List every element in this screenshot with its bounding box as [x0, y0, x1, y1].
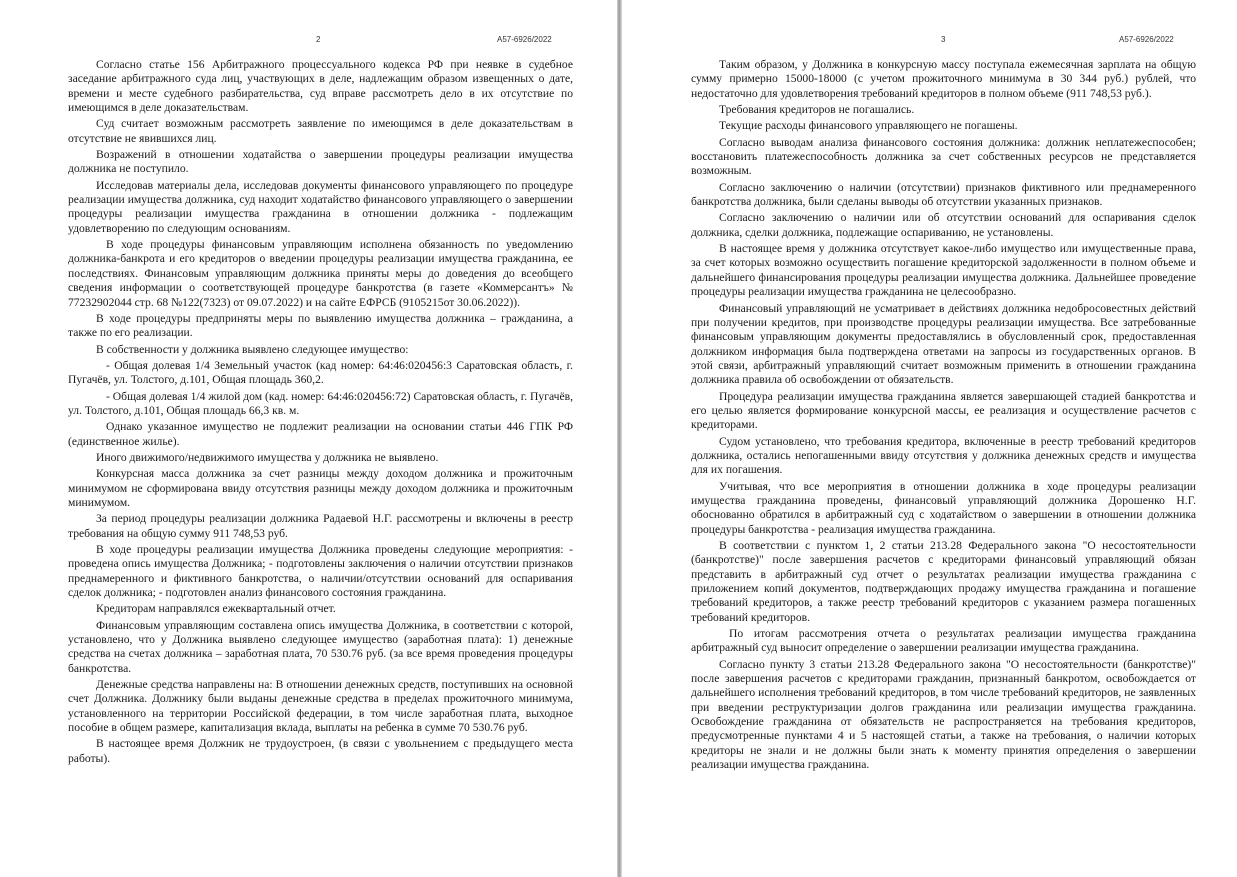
paragraph: По итогам рассмотрения отчета о результатах реализации имущества гражданина арбитражный суд выносит определение о завершении реализации имущества гражданина.: [691, 627, 1196, 655]
paragraph: Процедура реализации имущества гражданина является завершающей стадией банкротства и его целью является формирование конкурсной массы, ее реализация и осуществление расчетов с кредиторами.: [691, 389, 1196, 432]
case-number: А57-6926/2022: [497, 35, 552, 44]
paragraph: Суд считает возможным рассмотреть заявление по имеющимся в деле доказательствам в отсутствие не явившихся лиц.: [68, 117, 573, 145]
paragraph: Судом установлено, что требования кредитора, включенные в реестр требований кредиторов должника, остались непогашенными ввиду отсутствия у должника денежных средств и имущества для их погашения.: [691, 434, 1196, 477]
paragraph: Финансовым управляющим составлена опись имущества Должника, в соответствии с которой, установлено, что у Должника выявлено следующее имущество (заработная плата): 1) денежные средства на счетах должника – заработная плата, 70 530.76 руб. (за все время проведения процедуры банкротства.: [68, 618, 573, 675]
paragraph: Текущие расходы финансового управляющего не погашены.: [719, 119, 1018, 133]
paragraph: В ходе процедуры предприняты меры по выявлению имущества должника – гражданина, а также по его реализации.: [68, 311, 573, 340]
document-page-right: [622, 0, 1237, 877]
paragraph: - Общая долевая 1/4 Земельный участок (кад номер: 64:46:020456:3 Саратовская область, г. Пугачёв, ул. Толстого, д.101, Общая площадь 360,2.: [68, 358, 573, 387]
page-body: [691, 58, 1196, 775]
paragraph: - Общая долевая 1/4 жилой дом (кад. номер: 64:46:020456:72) Саратовская область, г. Пугачёв, ул. Толстого, д.101, Общая площадь 66,3 кв. м.: [68, 389, 573, 417]
paragraph: Учитывая, что все мероприятия в отношении должника в ходе процедуры реализации имущества гражданина проведены, финансовый управляющий должника Дорошенко Н.Г. обоснованно обратился в арбитражный суд с ходатайством о завершении в отношении должника процедуры банкротства - реализация имущества гражданина.: [691, 479, 1196, 536]
paragraph: Иного движимого/недвижимого имущества у должника не выявлено.: [96, 450, 439, 464]
paragraph: Денежные средства направлены на: В отношении денежных средств, поступивших на основной счет Должника. Должнику были выданы денежные средства в пределах прожиточного минимума, установленного на территории Российской федерации, в том числе заработная плата, выходное пособие в общем размере, капитализация вклада, выплаты на ребенка в сумме 70 530.76 руб.: [68, 678, 573, 735]
paragraph: Согласно заключению о наличии или об отсутствии оснований для оспаривания сделок должника, сделки должника, подлежащие оспариванию, не установлены.: [691, 211, 1196, 239]
page-body: [68, 58, 573, 768]
page-number: 3: [941, 35, 946, 44]
paragraph: В ходе процедуры реализации имущества Должника проведены следующие мероприятия: - проведена опись имущества Должника; - подготовлены заключения о наличии отсутствии признаков преднамеренного и фиктивного банкротства, о наличии/отсутствии оснований для оспаривания сделок должника; - подготовлен анализ финансового состояния гражданина.: [68, 543, 573, 600]
case-number: А57-6926/2022: [1119, 35, 1174, 44]
paragraph: Возражений в отношении ходатайства о завершении процедуры реализации имущества должника не поступило.: [68, 148, 573, 176]
paragraph: Исследовав материалы дела, исследовав документы финансового управляющего по процедуре реализации имущества должника, суд находит ходатайство финансового управляющего о завершении процедуры реализации имущества гражданина в отношении должника - подлежащим удовлетворению по следующим основаниям.: [68, 178, 573, 235]
paragraph: Однако указанное имущество не подлежит реализации на основании статьи 446 ГПК РФ (единственное жилье).: [68, 420, 573, 448]
paragraph: Таким образом, у Должника в конкурсную массу поступала ежемесячная зарплата на общую сумму примерно 15000-18000 (с учетом прожиточного минимума в 30 344 руб.) рублей, что недостаточно для удовлетворения требований кредиторов в полном объеме (911 748,53 руб.).: [691, 58, 1196, 100]
paragraph: Согласно выводам анализа финансового состояния должника: должник неплатежеспособен; восстановить платежеспособность должника за счет собственных ресурсов не представляется возможным.: [691, 135, 1196, 178]
paragraph: Кредиторам направлялся ежеквартальный отчет.: [96, 602, 336, 616]
paragraph: В ходе процедуры финансовым управляющим исполнена обязанность по уведомлению должника-банкрота и его кредиторов о введении процедуры реализации имущества гражданина, ее последствиях. Финансовым управляющим должника приняты меры до доведения до всеобщего сведения информации о соответствующей процедуре банкротства (в газете «Коммерсантъ» № 77232902044 стр. 68 №122(7323) от 09.07.2022) и на сайте ЕФРСБ (9105215от 30.06.2022)).: [68, 238, 573, 309]
paragraph: Конкурсная масса должника за счет разницы между доходом должника и прожиточным минимумом не сформирована ввиду отсутствия разницы между доходом должника и прожиточным минимумом.: [68, 467, 573, 509]
page-number: 2: [316, 35, 321, 44]
paragraph: В соответствии с пунктом 1, 2 статьи 213.28 Федерального закона "О несостоятельности (банкротстве)" после завершения расчетов с кредиторами финансовый управляющий обязан представить в арбитражный суд отчет о результатах реализации имущества гражданина с приложением копий документов, подтверждающих продажу имущества гражданина и погашение требований кредиторов, а также реестр требований кредиторов с указанием размера погашенных требований кредиторов.: [691, 539, 1196, 624]
paragraph: За период процедуры реализации должника Радаевой Н.Г. рассмотрены и включены в реестр требования на общую сумму 911 748,53 руб.: [68, 512, 573, 540]
paragraph: В собственности у должника выявлено следующее имущество:: [96, 342, 409, 356]
paragraph: В настоящее время у должника отсутствует какое-либо имущество или имущественные права, за счет которых возможно осуществить погашение кредиторской задолженности в полном объеме и дальнейшего финансирования процедуры реализации имущества должника. Дальнейшее проведение процедуры реализации имущества гражданина не целесообразно.: [691, 242, 1196, 299]
document-page-left: [0, 0, 618, 877]
paragraph: Согласно пункту 3 статьи 213.28 Федерального закона "О несостоятельности (банкротстве)" после завершения расчетов с кредиторами гражданин, признанный банкротом, освобождается от дальнейшего исполнения требований кредиторов, в том числе требований кредиторов, не заявленных при введении реструктуризации долгов гражданина или реализации имущества гражданина. Освобождение гражданина от обязательств не распространяется на требования кредиторов, предусмотренные пунктами 4 и 5 настоящей статьи, а также на требования, о наличии которых кредиторы не знали и не должны были знать к моменту принятия определения о завершении реализации имущества гражданина.: [691, 657, 1196, 772]
paragraph: Требования кредиторов не погашались.: [719, 103, 915, 117]
paragraph: В настоящее время Должник не трудоустроен, (в связи с увольнением с предыдущего места работы).: [68, 737, 573, 765]
paragraph: Согласно статье 156 Арбитражного процессуального кодекса РФ при неявке в судебное заседание арбитражного суда лиц, участвующих в деле, надлежащим образом извещенных о дате, времени и месте судебного разбирательства, суд вправе рассмотреть дело в их отсутствие по имеющимся в деле доказательствам.: [68, 58, 573, 115]
paragraph: Финансовый управляющий не усматривает в действиях должника недобросовестных действий при получении кредитов, при производстве процедуры реализации имущества. Все затребованные финансовым управляющим документы предоставлялись в обусловленный срок, предоставленная должником информация была подтверждена ответами на запросы из государственных органов. В этой связи, арбитражный управляющий считает возможным применить в отношении гражданина должника правила об освобождении от обязательств.: [691, 301, 1196, 387]
paragraph: Согласно заключению о наличии (отсутствии) признаков фиктивного или преднамеренного банкротства должника, были сделаны выводы об отсутствии указанных признаков.: [691, 180, 1196, 209]
